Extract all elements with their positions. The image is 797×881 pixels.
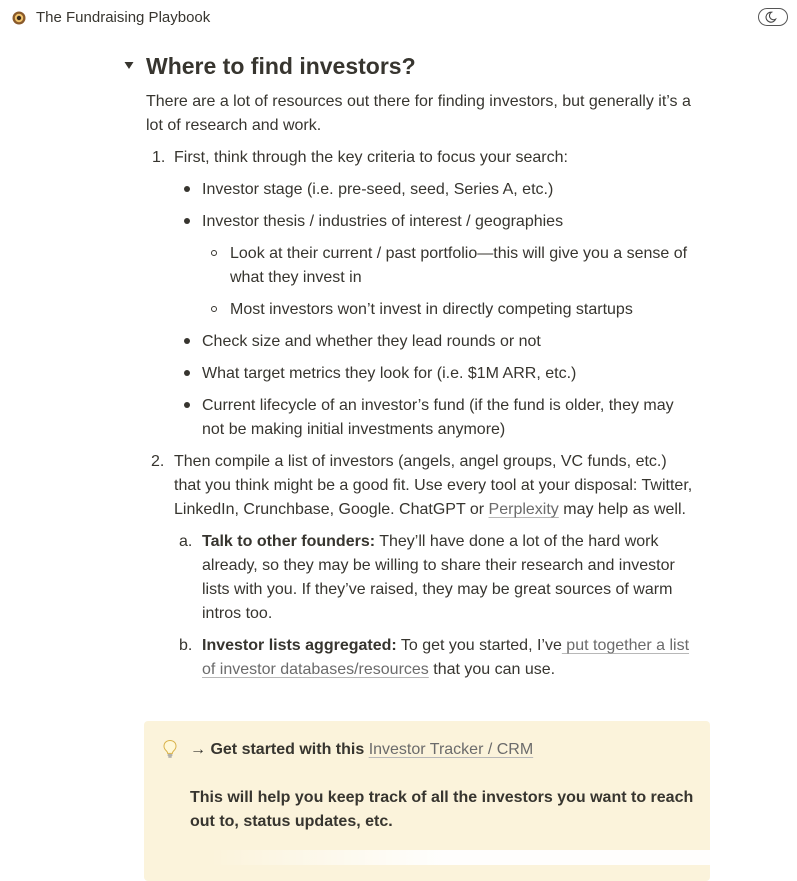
- list-item-text: Then compile a list of investors (angels, angel groups, VC funds, etc.): [174, 453, 667, 470]
- sub-item-text: lists with you. If they’ve raised, they may be great sources of warm: [202, 581, 673, 598]
- text-segment: → Get started with this: [190, 741, 369, 758]
- intro-text-line: There are a lot of resources out there for finding investors, but generally it’s a: [146, 93, 691, 110]
- bullet-icon: [184, 402, 190, 408]
- list-item-text: First, think through the key criteria to focus your search:: [174, 149, 568, 166]
- investor-databases-link[interactable]: put together a list: [561, 637, 690, 654]
- bullet-text: Check size and whether they lead rounds or not: [202, 333, 541, 350]
- callout-body: This will help you keep track of all the investors you want to reach: [190, 789, 694, 806]
- sub-item-label: Investor lists aggregated:: [202, 637, 397, 654]
- playbook-logo-icon[interactable]: [12, 11, 26, 25]
- theme-toggle-button[interactable]: [758, 8, 788, 26]
- list-letter: b.: [179, 637, 193, 654]
- bullet-icon: [184, 218, 190, 224]
- sub-bullet-icon: [211, 306, 217, 312]
- sub-item-text: [202, 658, 555, 682]
- sub-item-label: Talk to other founders:: [202, 533, 376, 550]
- perplexity-link[interactable]: Perplexity: [488, 501, 559, 518]
- sub-bullet-text: what they invest in: [230, 269, 362, 286]
- bullet-text: What target metrics they look for (i.e. $1M ARR, etc.): [202, 365, 577, 382]
- section-title: Where to find investors?: [146, 53, 416, 79]
- collapse-caret-icon[interactable]: [123, 59, 135, 71]
- sub-item-text: intros too.: [202, 605, 273, 622]
- bullet-icon: [184, 338, 190, 344]
- list-number: 1.: [152, 149, 166, 166]
- bullet-text: Current lifecycle of an investor’s fund (if the fund is older, they may: [202, 397, 674, 414]
- top-bar: [0, 0, 797, 36]
- bullet-icon: [184, 370, 190, 376]
- callout-title: [190, 738, 533, 762]
- list-item-text: [174, 498, 686, 522]
- list-item-text: that you think might be a good fit. Use every tool at your disposal: Twitter,: [174, 477, 693, 494]
- sub-bullet-text: Most investors won’t invest in directly competing startups: [230, 301, 633, 318]
- callout-body: out to, status updates, etc.: [190, 813, 393, 830]
- intro-text-line: lot of research and work.: [146, 117, 322, 134]
- sub-item-text: already, so they may be willing to share their research and investor: [202, 557, 675, 574]
- sub-item-text: [202, 634, 689, 658]
- bottom-fade-overlay: [210, 850, 797, 865]
- bullet-text: not be making initial investments anymore): [202, 421, 506, 438]
- bullet-text: Investor thesis / industries of interest / geographies: [202, 213, 564, 230]
- list-letter: a.: [179, 533, 193, 550]
- moon-icon: [763, 11, 777, 23]
- list-number: 2.: [151, 453, 165, 470]
- text-segment: may help as well.: [558, 501, 686, 518]
- sub-bullet-text: Look at their current / past portfolio—this will give you a sense of: [230, 245, 688, 262]
- site-title[interactable]: The Fundraising Playbook: [36, 9, 211, 26]
- text-segment: To get you started, I’ve: [396, 637, 562, 654]
- investor-databases-link[interactable]: of investor databases/resources: [202, 661, 429, 678]
- sub-item-text: [202, 530, 658, 554]
- sub-bullet-icon: [211, 250, 217, 256]
- text-segment: They’ll have done a lot of the hard work: [375, 533, 659, 550]
- investor-tracker-link[interactable]: Investor Tracker / CRM: [368, 741, 534, 758]
- bullet-text: Investor stage (i.e. pre-seed, seed, Series A, etc.): [202, 181, 554, 198]
- lightbulb-icon: [162, 739, 178, 759]
- bullet-icon: [184, 186, 190, 192]
- text-segment: that you can use.: [428, 661, 556, 678]
- text-segment: LinkedIn, Crunchbase, Google. ChatGPT or: [174, 501, 489, 518]
